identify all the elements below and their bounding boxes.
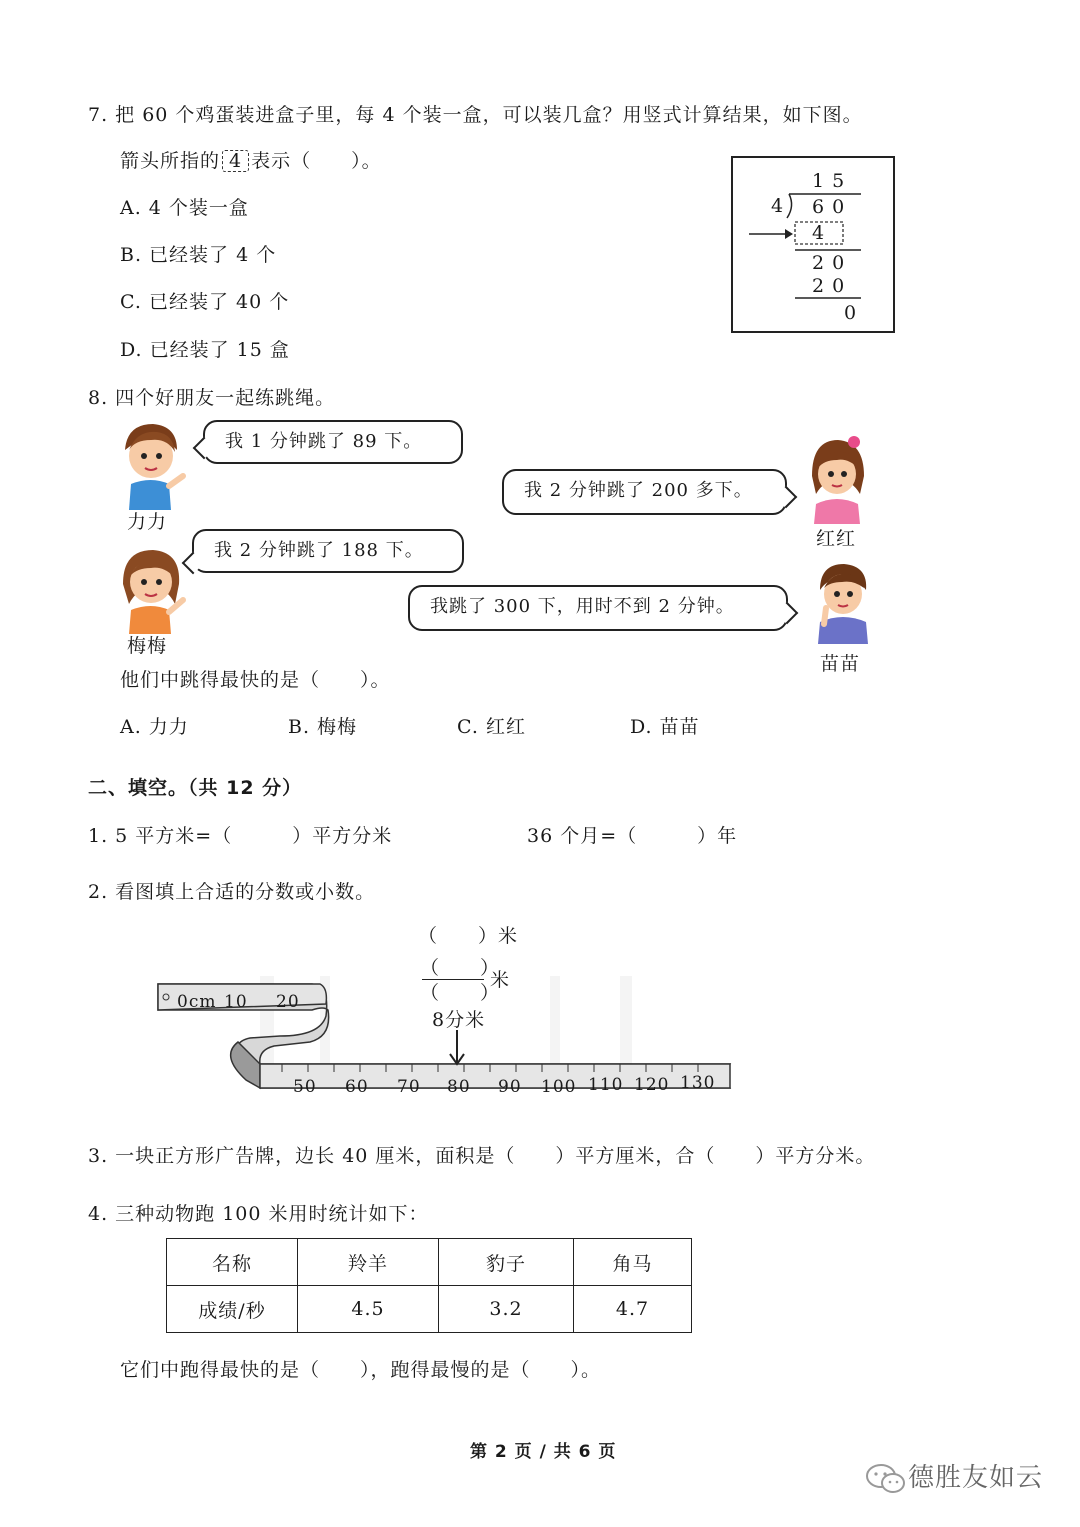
name-honghong: 红红 — [816, 528, 857, 550]
tape-label-120: 120 — [634, 1075, 670, 1095]
table-header-row — [167, 1239, 692, 1286]
tape-frac-unit: 米 — [490, 969, 511, 991]
tape-label-60: 60 — [345, 1077, 369, 1097]
tape-label-20: 20 — [276, 992, 300, 1012]
girl-honghong-icon — [806, 432, 868, 524]
dividend: 6 0 — [812, 196, 846, 218]
animal-table — [166, 1238, 692, 1333]
boy-lili-icon — [117, 420, 187, 510]
tape-label-50: 50 — [293, 1077, 317, 1097]
speech-lili — [203, 420, 463, 464]
divisor: 4 — [771, 195, 785, 217]
quotient: 1 5 — [812, 170, 846, 192]
table-cell: 成绩/秒 — [167, 1286, 298, 1333]
table-cell: 4.7 — [574, 1286, 692, 1333]
tape-label-90: 90 — [498, 1077, 522, 1097]
table-cell: 4.5 — [298, 1286, 439, 1333]
tape-label-100: 100 — [541, 1077, 577, 1097]
q7-boxed-digit: 4 — [222, 150, 249, 172]
s2-q1b: 36 个月=（ ）年 — [527, 825, 738, 847]
table-cell: 名称 — [167, 1239, 298, 1286]
tape-label-70: 70 — [397, 1077, 421, 1097]
q7-option-c[interactable]: C. 已经装了 40 个 — [120, 291, 290, 313]
final-remainder: 0 — [844, 302, 858, 324]
remainder1: 2 0 — [812, 252, 846, 274]
q7-suffix: 表示（ ）。 — [251, 150, 382, 172]
tape-label-10: 10 — [224, 992, 248, 1012]
tape-frac-top: （ ） — [420, 957, 501, 979]
bubble-tail — [193, 437, 216, 460]
wechat-icon — [864, 1462, 908, 1496]
step2: 2 0 — [812, 275, 846, 297]
boy-miaomiao-icon — [812, 560, 872, 644]
q7-text: 7. 把 60 个鸡蛋装进盒子里，每 4 个装一盒，可以装几盒？用竖式计算结果，如下图。 — [88, 104, 863, 126]
table-cell: 豹子 — [439, 1239, 574, 1286]
name-miaomiao: 苗苗 — [820, 653, 861, 675]
table-row — [167, 1286, 692, 1333]
q8-text: 8. 四个好朋友一起练跳绳。 — [88, 387, 336, 409]
name-lili: 力力 — [127, 511, 168, 533]
tape-frac-bottom: （ ） — [420, 982, 501, 1004]
s2-q1a: 1. 5 平方米=（ ）平方分米 — [88, 825, 393, 847]
q7-option-a[interactable]: A. 4 个装一盒 — [120, 197, 249, 219]
bubble-tail — [775, 486, 798, 509]
tape-8dm: 8分米 — [432, 1009, 486, 1031]
speech-lili-text: 我 1 分钟跳了 89 下。 — [225, 431, 423, 452]
tape-label-0cm: 0cm — [177, 992, 217, 1012]
tape-label-110: 110 — [588, 1075, 624, 1095]
q7-option-b[interactable]: B. 已经装了 4 个 — [120, 244, 277, 266]
step1: 4 — [812, 222, 826, 244]
q8-option-a[interactable]: A. 力力 — [120, 716, 189, 738]
tape-blank-decimal: （ ）米 — [418, 925, 519, 947]
table-cell: 角马 — [574, 1239, 692, 1286]
speech-honghong-text: 我 2 分钟跳了 200 多下。 — [524, 480, 753, 501]
s2-q2: 2. 看图填上合适的分数或小数。 — [88, 881, 376, 903]
watermark: 德胜友如云 — [908, 1463, 1044, 1493]
q7-subquestion — [120, 149, 382, 173]
s2-q4-question: 它们中跑得最快的是（ ），跑得最慢的是（ ）。 — [120, 1359, 602, 1381]
table-cell: 3.2 — [439, 1286, 574, 1333]
q8-option-b[interactable]: B. 梅梅 — [288, 716, 358, 738]
s2-q4: 4. 三种动物跑 100 米用时统计如下： — [88, 1203, 429, 1225]
q7-prefix: 箭头所指的 — [120, 150, 221, 172]
name-meimei: 梅梅 — [127, 635, 168, 657]
s2-q3: 3. 一块正方形广告牌，边长 40 厘米，面积是（ ）平方厘米，合（ ）平方分米。 — [88, 1145, 876, 1167]
tape-label-80: 80 — [447, 1077, 471, 1097]
speech-miaomiao — [408, 585, 788, 631]
speech-honghong — [502, 469, 787, 515]
q8-option-d[interactable]: D. 苗苗 — [630, 716, 700, 738]
speech-meimei — [192, 529, 464, 573]
speech-meimei-text: 我 2 分钟跳了 188 下。 — [214, 540, 424, 561]
section2-title: 二、填空。（共 12 分） — [88, 777, 303, 799]
speech-miaomiao-text: 我跳了 300 下，用时不到 2 分钟。 — [430, 596, 735, 617]
tape-label-130: 130 — [680, 1073, 716, 1093]
page-number: 第 2 页 / 共 6 页 — [470, 1442, 617, 1462]
q7-option-d[interactable]: D. 已经装了 15 盒 — [120, 339, 290, 361]
q8-option-c[interactable]: C. 红红 — [457, 716, 526, 738]
table-cell: 羚羊 — [298, 1239, 439, 1286]
bubble-tail — [776, 602, 799, 625]
q8-question: 他们中跳得最快的是（ ）。 — [120, 669, 391, 691]
girl-meimei-icon — [117, 544, 187, 634]
division-figure — [731, 156, 895, 333]
